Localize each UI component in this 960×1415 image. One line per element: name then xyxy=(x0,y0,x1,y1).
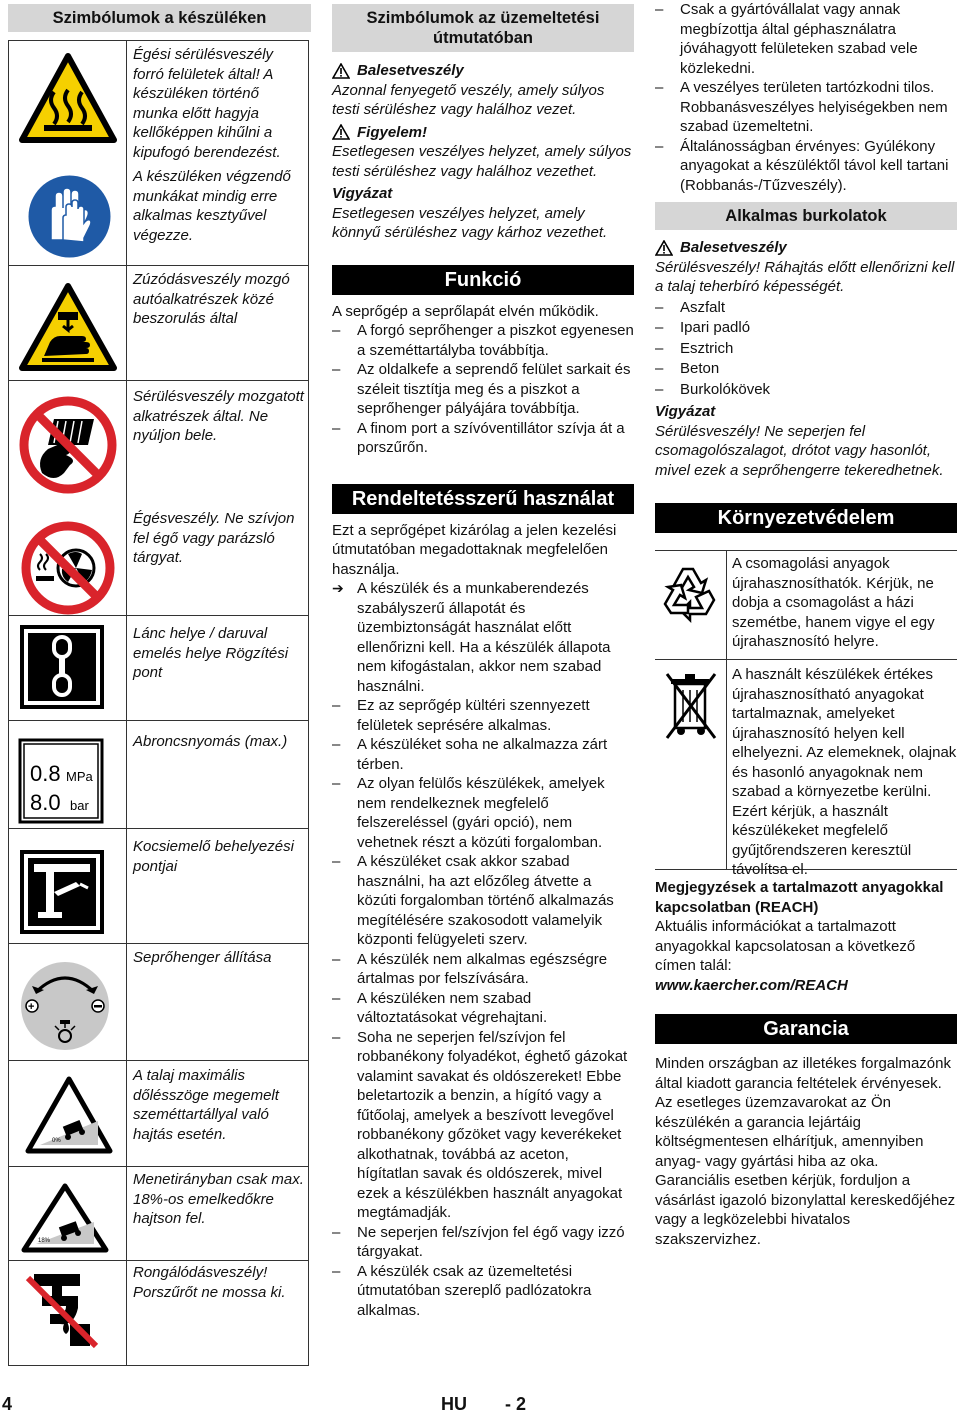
danger-text: Azonnal fenyegető veszély, amely súlyos testi sérüléshez vagy halálhoz vezet. xyxy=(332,81,605,118)
symbol-text-gloves: A készüléken végzendő munkákat mindig erre alkalmas kesztyűvel végezze. xyxy=(133,168,291,244)
rendeltetes-arrow-item: ➔ A készülék és a munkaberendezés szabályszerű állapotát és üzembiztonságát használat előtt ellenőrizni kell. Ha a készülék állapota nem kifogástalan, akkor nem szabad használni. xyxy=(332,579,634,696)
page-number: 4 xyxy=(2,1394,13,1414)
symbol-text-roller: Seprőhenger állítása xyxy=(133,949,272,966)
caution-label: Vigyázat xyxy=(332,185,393,202)
reach-text: Aktuális információkat a tartalmazott anyagokkal kapcsolatosan a következő címen talál: xyxy=(655,918,916,974)
symbol-text-crush: Zúzódásveszély mozgó autóalkatrészek közé beszorulás által xyxy=(133,271,290,327)
symbol-text-no-burning: Égésveszély. Ne szívjon fel égő vagy parázsló tárgyat. xyxy=(133,510,295,566)
kornyezet-title: Környezetvédelem xyxy=(655,503,957,533)
tire-bar-value: 8.0 xyxy=(30,790,61,815)
symbol-text-moving-parts: Sérülésveszély mozgatott alkatrészek által. Ne nyúljon bele. xyxy=(133,388,304,444)
no-water-filter-icon xyxy=(22,1270,102,1350)
hot-surface-warning-icon xyxy=(18,52,118,146)
rendeltetes-item: – Soha ne seperjen fel/szívjon fel robbanékony folyadékot, éghető gázokat valamint savakat és oldószereket! Ebbe beletartozik a benzin, a hígító vagy a fűtőolaj, amelyek a beszívott levegővel robbanékony gőzöket vagy keverékeket alkothatnak, továbbá az aceton, hígítatlan savak és oldószerek, mivel ezek a készülékben használt anyagokat megtámadják. xyxy=(332,1028,634,1223)
garancia-title: Garancia xyxy=(655,1014,957,1044)
right-top-item: – Általánosságban érvényes: Gyúlékony anyagokat a készüléktől távol kell tartani (Robbanás-/Tűzveszély). xyxy=(655,137,957,196)
rendeltetes-item: – A készüléket soha ne alkalmazza zárt térben. xyxy=(332,735,634,774)
funkcio-item: – A finom port a szívóventillátor szívja át a porszűrőn. xyxy=(332,419,634,458)
crossed-bin-icon xyxy=(665,670,717,746)
right-top-item: – Csak a gyártóvállalat vagy annak megbízottja által géphasználatra jóváhagyott felületeken szabad vele közlekedni. xyxy=(655,0,957,78)
surface-item: – Ipari padló xyxy=(655,318,957,338)
surface-item: – Beton xyxy=(655,359,957,379)
burkolatok-danger-label: Balesetveszély xyxy=(680,239,787,256)
weee-text: A használt készülékek értékes újrahasznosítható anyagokat tartalmaznak, amelyeket újrahasznosító helyen kell elhelyezni. Az elemeknek, olajnak és hasonló anyagoknak nem szabad a környezetbe kerülni. Ezért kérjük, a használt készülékeket megfelelő gyűjtőrendszeren keresztül távolítsa el. xyxy=(732,666,957,878)
caution-text: Esetlegesen veszélyes helyzet, amely könnyű sérüléshez vagy kárhoz vezethet. xyxy=(332,204,608,241)
rendeltetes-item: – A készüléket csak akkor szabad használni, ha azt előzőleg átvette a közúti forgalomban történő alkalmazás megítélésére szakosodott valamelyik központi felügyeleti szerv. xyxy=(332,852,634,950)
warning-text: Esetlegesen veszélyes helyzet, amely súlyos testi sérüléshez vagy halálhoz vezethet. xyxy=(332,143,632,180)
recycle-icon xyxy=(659,561,721,623)
symbol-text-tire: Abroncsnyomás (max.) xyxy=(133,733,288,750)
funkcio-item: – A forgó seprőhenger a piszkot egyenesen a szeméttartályba továbbítja. xyxy=(332,321,634,360)
tire-mpa-value: 0.8 xyxy=(30,761,61,786)
tire-mpa-unit: MPa xyxy=(66,769,93,784)
language-code: HU xyxy=(441,1394,467,1414)
warning-triangle-icon xyxy=(332,124,350,140)
slope-18-icon xyxy=(20,1182,110,1254)
funkcio-intro: A seprőgép a seprőlapát elvén működik. xyxy=(332,302,599,320)
danger-heading xyxy=(332,61,634,81)
rendeltetes-item: – Az olyan felülős készülékek, amelyek nem rendelkeznek megfelelő felszereléssel (gyári opció), nem vehetnek részt a közúti forgalomban. xyxy=(332,774,634,852)
burkolatok-caution-text: Sérülésveszély! Ne seperjen fel csomagolószalagot, drótot vagy hasonlót, mivel ezek a seprőhengerre tekeredhetnek. xyxy=(655,422,944,479)
symbol-text-hot-surface: Égési sérülésveszély forró felületek által! A készüléken történő munka előtt hagyja kellőképpen kihűlni a kipufogó berendezést. xyxy=(133,46,281,161)
slope-zero-label: 0% xyxy=(52,1138,61,1144)
warning-heading xyxy=(332,123,634,143)
warning-triangle-icon xyxy=(655,240,673,256)
slope-18-label: 18% xyxy=(38,1238,51,1244)
symbol-text-slope-18: Menetirányban csak max. 18%-os emelkedőkre hajtson fel. xyxy=(133,1171,304,1227)
weee-row xyxy=(655,660,957,878)
crush-hazard-icon xyxy=(18,282,118,374)
funkcio-item: – Az oldalkefe a seprendő felület sarkait és széleit tisztítja meg és a piszkot a seprőhenger pályájára továbbítja. xyxy=(332,360,634,419)
max-slope-icon xyxy=(24,1075,114,1155)
rendeltetes-item: – A készüléken nem szabad változtatásokat végrehajtani. xyxy=(332,989,634,1028)
rendeltetes-item: – Ez az seprőgép kültéri szennyezett felületek seprésére alkalmas. xyxy=(332,696,634,735)
rendeltetes-item: – Ne seperjen fel/szívjon fel égő vagy izzó tárgyakat. xyxy=(332,1223,634,1262)
warning-triangle-icon xyxy=(332,63,350,79)
gloves-mandatory-icon xyxy=(27,174,112,259)
do-not-touch-moving-parts-icon xyxy=(18,395,118,495)
surface-item: – Aszfalt xyxy=(655,298,957,318)
surface-item: – Esztrich xyxy=(655,339,957,359)
surface-item: – Burkolókövek xyxy=(655,380,957,400)
reach-title: Megjegyzések a tartalmazott anyagokkal kapcsolatban (REACH) xyxy=(655,879,944,916)
sub-page-number: - 2 xyxy=(505,1394,527,1414)
recycle-row xyxy=(655,550,957,660)
burkolatok-danger-text: Sérülésveszély! Ráhajtás előtt ellenőrizni kell a talaj teherbíró képességét. xyxy=(655,258,955,295)
symbol-text-max-slope: A talaj maximális dőlésszöge megemelt szeméttartállyal való hajtás esetén. xyxy=(133,1067,279,1143)
symbol-text-chain: Lánc helye / daruval emelés helye Rögzítési pont xyxy=(133,625,289,681)
rendeltetes-intro: Ezt a seprőgépet kizárólag a jelen kezelési útmutatóban megadottaknak megfelelően használja. xyxy=(332,521,617,578)
warning-label: Figyelem! xyxy=(357,123,428,141)
symbol-text-jack: Kocsiemelő behelyezési pontjai xyxy=(133,838,294,875)
no-smoking-fan-icon xyxy=(20,520,116,616)
rendeltetes-title: Rendeltetésszerű használat xyxy=(332,484,634,514)
reach-url[interactable]: www.kaercher.com/REACH xyxy=(655,976,848,994)
recycle-text: A csomagolási anyagok újrahasznosíthatók. Kérjük, ne dobja a csomagolást a házi szemétbe, hanem vigye el egy újrahasznosító helyre. xyxy=(732,555,935,650)
manual-symbols-title: Szimbólumok az üzemeltetési útmutatóban xyxy=(332,4,634,52)
symbols-title: Szimbólumok a készüléken xyxy=(8,4,311,32)
jack-point-icon xyxy=(20,850,104,934)
symbol-text-no-water: Rongálódásveszély! Porszűrőt ne mossa ki. xyxy=(133,1264,286,1301)
funkcio-title: Funkció xyxy=(332,265,634,295)
rendeltetes-item: – A készülék csak az üzemeltetési útmutatóban szereplő padlózatokra alkalmas. xyxy=(332,1262,634,1321)
burkolatok-danger-heading xyxy=(655,238,957,258)
garancia-text: Minden országban az illetékes forgalmazónk által kiadott garancia feltételek érvényesek. Az esetleges üzemzavarokat az Ön készülékén a garancia lejártáig költségmentesen elhárítjuk, amennyiben anyag- vagy gyártási hiba az oka. Garanciális esetben kérjük, forduljon a vásárlást igazoló bizonylattal kereskedőjéhez vagy a legközelebbi hivatalos szakszervizhez. xyxy=(655,1055,956,1248)
chain-lift-point-icon xyxy=(20,625,104,709)
roller-adjust-icon xyxy=(18,958,112,1054)
tire-pressure-icon xyxy=(18,738,104,824)
burkolatok-caution-label: Vigyázat xyxy=(655,403,716,420)
svg-text:+: + xyxy=(28,1001,35,1013)
burkolatok-title: Alkalmas burkolatok xyxy=(655,202,957,230)
right-top-item: – A veszélyes területen tartózkodni tilos. Robbanásveszélyes helyiségekben nem szabad üzemeltetni. xyxy=(655,78,957,137)
tire-bar-unit: bar xyxy=(70,798,89,813)
danger-label: Balesetveszély xyxy=(357,62,464,79)
rendeltetes-item: – A készülék nem alkalmas egészségre ártalmas por felszívására. xyxy=(332,950,634,989)
